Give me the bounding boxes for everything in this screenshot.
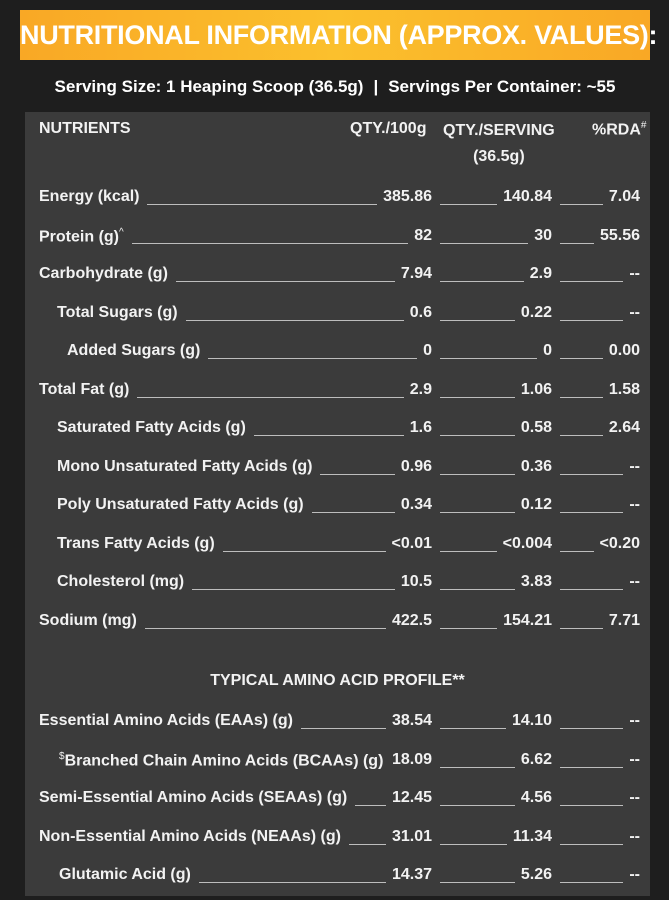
nutrient-label [57, 496, 312, 514]
qty-per-100g: 1.6 [404, 419, 432, 437]
qty-per-serving: 14.10 [506, 712, 552, 730]
header-rda-mark: # [640, 120, 647, 131]
qty-per-100g: 10.5 [395, 573, 432, 591]
serving-size: Serving Size: 1 Heaping Scoop (36.5g) [54, 77, 364, 96]
qty-per-100g: 385.86 [377, 188, 432, 206]
nutrient-label [39, 612, 145, 630]
servings-per-container: Servings Per Container: ~55 [388, 77, 616, 96]
header-nutrients: NUTRIENTS [39, 120, 131, 137]
rda-value: 7.71 [603, 612, 640, 630]
nutrient-name: Total Fat (g) [39, 380, 130, 398]
nutrient-label [67, 342, 208, 360]
table-row [25, 824, 650, 854]
header-rda-label: %RDA [592, 121, 641, 139]
header-qty-serving [443, 118, 555, 170]
qty-per-100g: 422.5 [386, 612, 432, 630]
rda-value: 1.58 [603, 381, 640, 399]
nutrient-label [57, 419, 254, 437]
nutrient-name: Branched Chain Amino Acids (BCAAs) (g) [64, 751, 384, 769]
qty-per-serving: 3.83 [515, 573, 552, 591]
serving-separator: | [373, 77, 379, 96]
nutrient-name: Poly Unsaturated Fatty Acids (g) [57, 496, 304, 513]
qty-per-100g: 82 [408, 227, 432, 245]
nutrient-name: Trans Fatty Acids (g) [57, 534, 215, 552]
qty-per-100g: 2.9 [404, 381, 432, 399]
table-row [25, 184, 650, 214]
dotted-leader [440, 358, 550, 359]
header-rda [592, 120, 646, 139]
nutrient-name: Cholesterol (mg) [57, 573, 185, 590]
qty-per-100g: 0.6 [404, 304, 432, 322]
qty-per-serving: 0.22 [515, 304, 552, 322]
qty-per-serving: 140.84 [497, 188, 552, 206]
nutrient-name: Protein (g) [39, 227, 119, 245]
table-row [25, 377, 650, 407]
nutrient-label [57, 573, 192, 591]
qty-per-100g: <0.01 [386, 535, 432, 553]
qty-per-serving: 0.12 [515, 496, 552, 514]
nutrient-name: Added Sugars (g) [67, 342, 201, 359]
table-row [25, 454, 650, 484]
qty-per-serving: 30 [528, 227, 552, 245]
table-row [25, 415, 650, 445]
qty-per-serving: 1.06 [515, 381, 552, 399]
qty-per-100g: 12.45 [386, 789, 432, 807]
nutrition-table [25, 112, 650, 896]
nutrient-label [57, 458, 320, 476]
rda-value: -- [623, 712, 640, 730]
nutrient-mark: ^ [119, 226, 124, 238]
nutrient-name: Mono Unsaturated Fatty Acids (g) [57, 457, 313, 475]
qty-per-serving: 154.21 [497, 612, 552, 630]
serving-info [20, 62, 650, 112]
nutrient-name: Semi-Essential Amino Acids (SEAAs) (g) [39, 789, 348, 806]
table-row [25, 569, 650, 599]
nutrient-label [39, 188, 147, 206]
nutrient-label [39, 789, 355, 807]
qty-per-100g: 0 [417, 342, 432, 360]
qty-per-serving: 0 [537, 342, 552, 360]
qty-per-serving: 0.36 [515, 458, 552, 476]
table-row [25, 785, 650, 815]
qty-per-100g: 7.94 [395, 265, 432, 283]
rda-value: -- [623, 458, 640, 476]
rda-value: 2.64 [603, 419, 640, 437]
table-row [25, 862, 650, 892]
qty-per-100g: 38.54 [386, 712, 432, 730]
nutrient-name: Carbohydrate (g) [39, 265, 168, 282]
table-row [25, 747, 650, 777]
rda-value: -- [623, 496, 640, 514]
amino-acid-profile-title: TYPICAL AMINO ACID PROFILE** [210, 672, 465, 689]
qty-per-serving: 11.34 [507, 828, 552, 846]
nutrient-label [57, 535, 223, 553]
nutrient-name: Energy (kcal) [39, 188, 140, 205]
table-row [25, 223, 650, 253]
nutrient-label [39, 227, 132, 246]
rda-value: <0.20 [594, 535, 640, 553]
header-qty-serving-label: QTY./SERVING [443, 122, 555, 139]
qty-per-serving: 5.26 [515, 866, 552, 884]
table-row [25, 338, 650, 368]
rda-value: 0.00 [603, 342, 640, 360]
qty-per-serving: 0.58 [515, 419, 552, 437]
nutrient-label [39, 381, 137, 399]
qty-per-100g: 0.34 [395, 496, 432, 514]
qty-per-100g: 0.96 [395, 458, 432, 476]
header-qty-serving-sub: (36.5g) [473, 148, 525, 165]
nutrition-title-banner: NUTRITIONAL INFORMATION (APPROX. VALUES): [20, 10, 650, 60]
nutrient-name: Total Sugars (g) [57, 303, 178, 321]
rda-value: -- [623, 751, 640, 769]
table-row [25, 708, 650, 738]
qty-per-100g: 18.09 [386, 751, 432, 769]
nutrient-name: Essential Amino Acids (EAAs) (g) [39, 712, 293, 729]
nutrient-label [57, 304, 186, 322]
nutrient-label [59, 751, 391, 770]
nutrient-name: Sodium (mg) [39, 611, 137, 629]
rda-value: -- [623, 265, 640, 283]
table-row [25, 492, 650, 522]
rda-value: -- [623, 789, 640, 807]
nutrient-mark: $ [59, 750, 65, 762]
nutrient-label [39, 265, 176, 283]
rda-value: -- [623, 866, 640, 884]
rda-value: -- [623, 573, 640, 591]
table-row [25, 531, 650, 561]
nutrient-label [59, 866, 199, 884]
nutrient-label [39, 828, 349, 846]
nutrient-name: Saturated Fatty Acids (g) [57, 419, 246, 436]
table-row [25, 261, 650, 291]
table-row [25, 300, 650, 330]
nutrient-name: Glutamic Acid (g) [59, 866, 191, 883]
rda-value: 55.56 [594, 227, 640, 245]
qty-per-serving: 4.56 [515, 789, 552, 807]
rda-value: -- [623, 304, 640, 322]
qty-per-100g: 31.01 [386, 828, 432, 846]
rda-value: 7.04 [603, 188, 640, 206]
header-qty-100g: QTY./100g [350, 120, 427, 137]
rda-value: -- [623, 828, 640, 846]
nutrient-label [39, 712, 301, 730]
qty-per-serving: <0.004 [497, 535, 552, 553]
qty-per-serving: 2.9 [524, 265, 552, 283]
qty-per-100g: 14.37 [386, 866, 432, 884]
table-row [25, 608, 650, 638]
nutrient-name: Non-Essential Amino Acids (NEAAs) (g) [39, 827, 341, 845]
qty-per-serving: 6.62 [515, 751, 552, 769]
